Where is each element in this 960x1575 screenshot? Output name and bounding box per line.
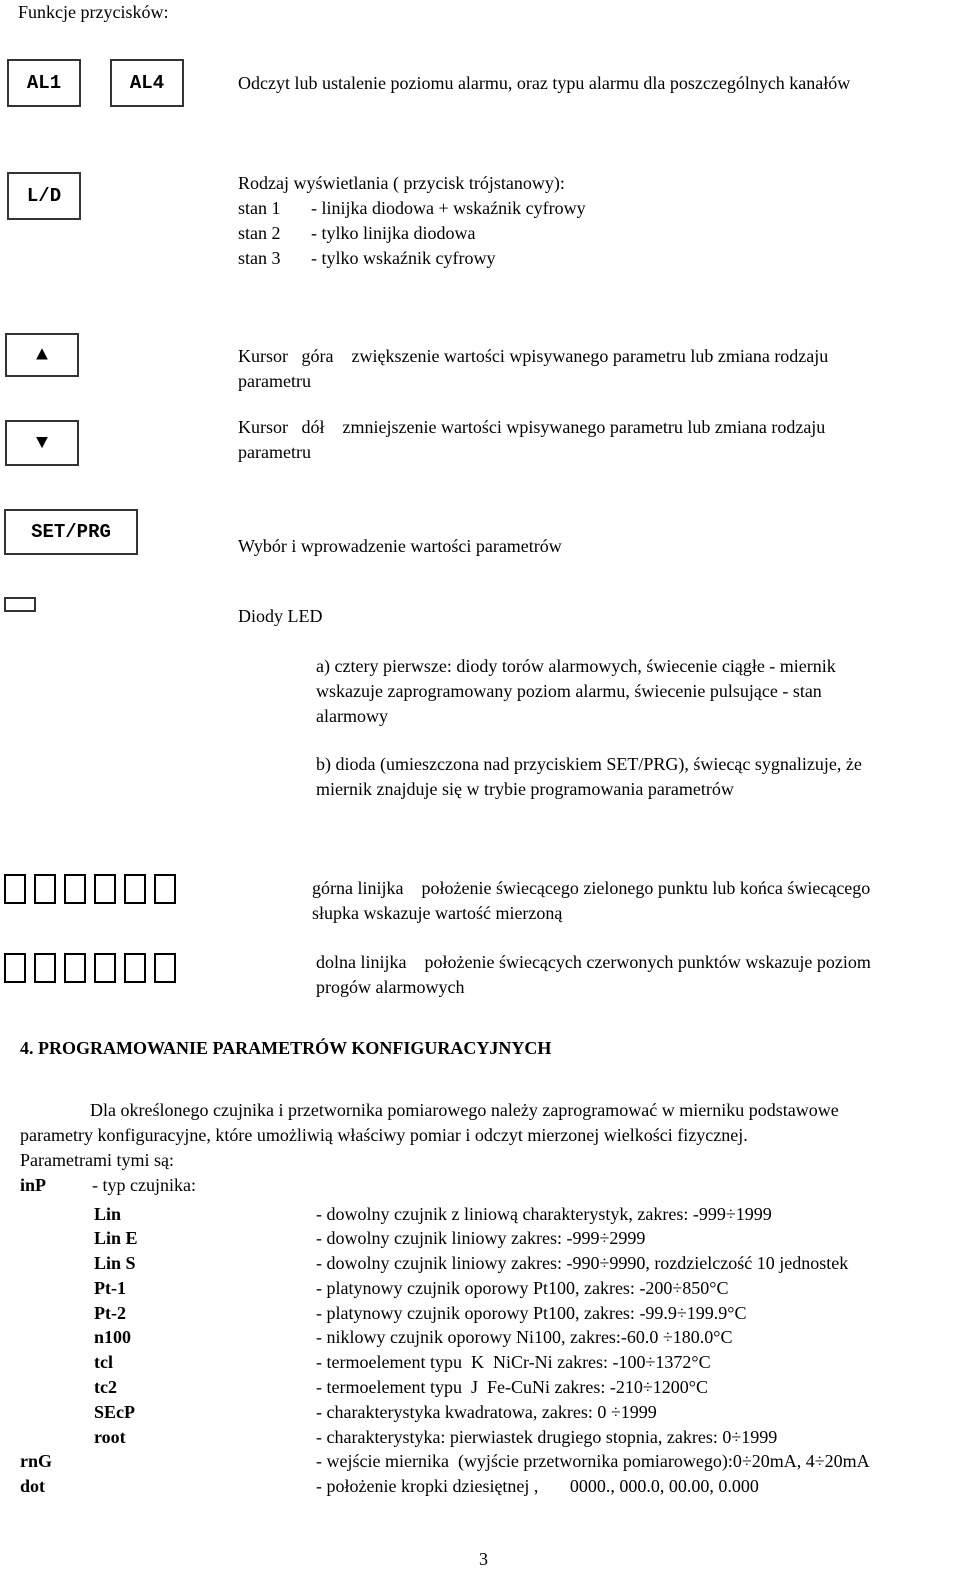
display-mode-title: Rodzaj wyświetlania ( przycisk trójstanowy): — [238, 173, 565, 193]
sensor-desc: - termoelement typu J Fe-CuNi zakres: -210÷1200°C — [316, 1377, 709, 1397]
sensor-desc: - dowolny czujnik liniowy zakres: -999÷2999 — [316, 1228, 646, 1248]
state-1-desc: - linijka diodowa + wskaźnik cyfrowy — [311, 198, 586, 218]
intro-line1: Dla określonego czujnika i przetwornika pomiarowego należy zaprogramować w mierniku podstawowe — [90, 1100, 839, 1120]
ld-button[interactable]: L/D — [7, 172, 81, 220]
sensor-code: root — [94, 1427, 126, 1447]
dot-label: dot — [20, 1476, 46, 1496]
state-2-name: stan 2 — [238, 223, 281, 243]
sensor-code: Pt-2 — [94, 1303, 126, 1323]
page-heading: Funkcje przycisków: — [18, 2, 169, 22]
alarm-description: Odczyt lub ustalenie poziomu alarmu, oraz typu alarmu dla poszczególnych kanałów — [238, 73, 851, 93]
sensor-code: Lin — [94, 1204, 122, 1224]
rng-desc: - wejście miernika (wyjście przetwornika pomiarowego):0÷20mA, 4÷20mA — [316, 1451, 870, 1471]
upper-led-bar-icon — [4, 874, 176, 904]
rng-label: rnG — [20, 1451, 53, 1471]
section-title: 4. PROGRAMOWANIE PARAMETRÓW KONFIGURACYJNYCH — [20, 1038, 552, 1058]
cursor-up-line2: parametru — [238, 371, 311, 391]
led-a-line1: a) cztery pierwsze: diody torów alarmowych, świecenie ciągłe - miernik — [316, 656, 836, 676]
al1-button[interactable]: AL1 — [7, 59, 81, 107]
led-b-line2: miernik znajduje się w trybie programowania parametrów — [316, 779, 734, 799]
cursor-down-button[interactable]: ▼ — [5, 420, 79, 466]
inp-desc: - typ czujnika: — [92, 1175, 196, 1195]
intro-line3: Parametrami tymi są: — [20, 1150, 174, 1170]
state-1-name: stan 1 — [238, 198, 281, 218]
led-b-line1: b) dioda (umieszczona nad przyciskiem SET/PRG), świecąc sygnalizuje, że — [316, 754, 862, 774]
set-prg-description: Wybór i wprowadzenie wartości parametrów — [238, 536, 562, 556]
sensor-desc: - platynowy czujnik oporowy Pt100, zakres: -99.9÷199.9°C — [316, 1303, 747, 1323]
sensor-code: SEcP — [94, 1402, 136, 1422]
sensor-desc: - niklowy czujnik oporowy Ni100, zakres:-60.0 ÷180.0°C — [316, 1327, 733, 1347]
al4-button[interactable]: AL4 — [110, 59, 184, 107]
state-3-desc: - tylko wskaźnik cyfrowy — [311, 248, 496, 268]
state-3-name: stan 3 — [238, 248, 281, 268]
lower-led-bar-icon — [4, 953, 176, 983]
led-a-line2: wskazuje zaprogramowany poziom alarmu, świecenie pulsujące - stan — [316, 681, 822, 701]
upper-bar-line1: górna linijka położenie świecącego zielonego punktu lub końca świecącego — [312, 878, 871, 898]
cursor-down-line1: Kursor dół zmniejszenie wartości wpisywanego parametru lub zmiana rodzaju — [238, 417, 826, 437]
lower-bar-line1: dolna linijka położenie świecących czerwonych punktów wskazuje poziom — [316, 952, 871, 972]
inp-label: inP — [20, 1175, 47, 1195]
state-2-desc: - tylko linijka diodowa — [311, 223, 476, 243]
dot-desc: - położenie kropki dziesiętnej , 0000., 000.0, 00.00, 0.000 — [316, 1476, 759, 1496]
page-number: 3 — [479, 1549, 488, 1569]
intro-line2: parametry konfiguracyjne, które umożliwią właściwy pomiar i odczyt mierzonej wielkości fizycznej. — [20, 1125, 748, 1145]
sensor-desc: - dowolny czujnik liniowy zakres: -990÷9990, rozdzielczość 10 jednostek — [316, 1253, 849, 1273]
led-title: Diody LED — [238, 606, 323, 626]
sensor-desc: - platynowy czujnik oporowy Pt100, zakres: -200÷850°C — [316, 1278, 729, 1298]
lower-bar-line2: progów alarmowych — [316, 977, 465, 997]
sensor-desc: - charakterystyka kwadratowa, zakres: 0 ÷1999 — [316, 1402, 657, 1422]
sensor-code: n100 — [94, 1327, 132, 1347]
cursor-up-line1: Kursor góra zwiększenie wartości wpisywanego parametru lub zmiana rodzaju — [238, 346, 829, 366]
sensor-code: tcl — [94, 1352, 113, 1372]
sensor-code: Lin S — [94, 1253, 136, 1273]
set-prg-button[interactable]: SET/PRG — [4, 509, 138, 555]
sensor-code: Lin E — [94, 1228, 138, 1248]
sensor-code: tc2 — [94, 1377, 117, 1397]
upper-bar-line2: słupka wskazuje wartość mierzoną — [312, 903, 563, 923]
led-a-line3: alarmowy — [316, 706, 388, 726]
sensor-code: Pt-1 — [94, 1278, 126, 1298]
sensor-desc: - termoelement typu K NiCr-Ni zakres: -100÷1372°C — [316, 1352, 711, 1372]
sensor-desc: - dowolny czujnik z liniową charakterystyk, zakres: -999÷1999 — [316, 1204, 772, 1224]
cursor-down-line2: parametru — [238, 442, 311, 462]
cursor-up-button[interactable]: ▲ — [5, 333, 79, 377]
sensor-desc: - charakterystyka: pierwiastek drugiego stopnia, zakres: 0÷1999 — [316, 1427, 778, 1447]
led-icon — [4, 597, 36, 612]
